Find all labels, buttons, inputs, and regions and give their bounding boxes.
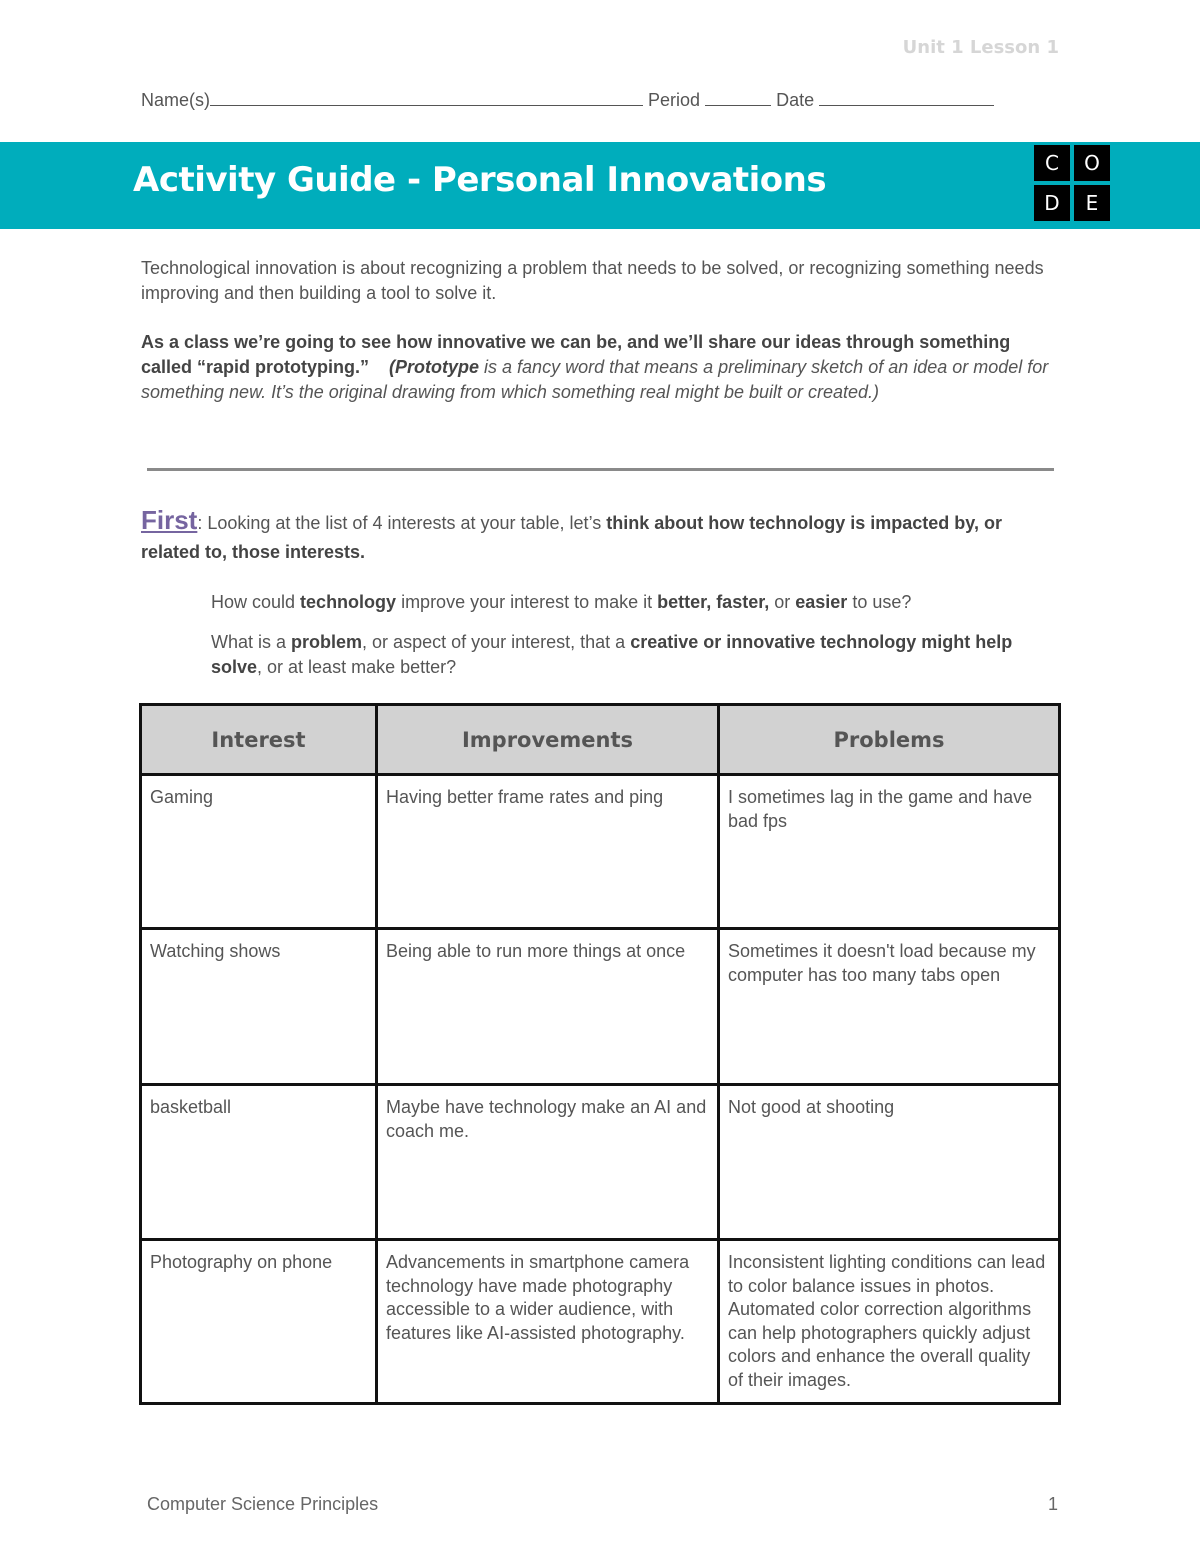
table-row <box>141 1085 1060 1240</box>
date-blank <box>819 90 994 106</box>
table-row <box>141 929 1060 1085</box>
names-label: Name(s) <box>141 90 211 110</box>
footer-course: Computer Science Principles <box>147 1494 379 1514</box>
intro-paragraph: Technological innovation is about recognizing a problem that needs to be solved, or recognizing something needs improving and then building a tool to solve it. <box>141 258 1044 303</box>
class-innovation-text: As a class we’re going to see how innovative we can be, and we’ll share our ideas through something called “rapid prototyping.” <box>141 332 1011 377</box>
logo-letter-c: C <box>1034 145 1070 181</box>
q2-bold: creative or innovative technology might help solve <box>211 632 1013 677</box>
header-interest: Interest <box>141 705 377 775</box>
period-label: Period <box>648 90 701 110</box>
date-label: Date <box>776 90 815 110</box>
improvements-cell[interactable]: Having better frame rates and ping <box>377 775 719 929</box>
names-blank <box>210 90 643 106</box>
q1-part: How could <box>211 592 301 612</box>
q1-part: or <box>769 592 796 612</box>
problems-cell[interactable]: Inconsistent lighting conditions can lead to color balance issues in photos. Automated color correction algorithms can help photographers quickly adjust colors and enhance the overall quality of their images. <box>719 1240 1060 1404</box>
problems-cell[interactable]: I sometimes lag in the game and have bad fps <box>719 775 1060 929</box>
question-problem <box>211 630 1061 680</box>
prototype-paragraph <box>141 330 1061 405</box>
q2-part: What is a <box>211 632 292 652</box>
first-label: First <box>141 505 198 535</box>
first-bold-text: think about how technology is impacted by, or related to, those interests. <box>141 513 1002 562</box>
interest-cell[interactable]: Photography on phone <box>141 1240 377 1404</box>
improvements-cell[interactable]: Being able to run more things at once <box>377 929 719 1085</box>
page-title: Activity Guide - Personal Innovations <box>133 160 827 200</box>
interest-cell[interactable]: Gaming <box>141 775 377 929</box>
improvements-cell[interactable]: Advancements in smartphone camera technology have made photography accessible to a wider audience, with features like AI-assisted photography. <box>377 1240 719 1404</box>
first-instruction <box>141 506 1061 567</box>
q1-bold: better, faster, <box>657 592 770 612</box>
header-problems: Problems <box>719 705 1060 775</box>
q2-part: , or aspect of your interest, that a <box>362 632 631 652</box>
problems-cell[interactable]: Sometimes it doesn't load because my computer has too many tabs open <box>719 929 1060 1085</box>
period-blank <box>705 90 771 106</box>
name-period-date-line <box>141 90 994 111</box>
q2-bold: problem <box>291 632 363 652</box>
q2-part: , or at least make better? <box>257 657 457 677</box>
question-improve <box>211 590 1061 614</box>
title-banner <box>0 142 1200 229</box>
code-logo <box>1034 145 1110 223</box>
table-row <box>141 775 1060 929</box>
q1-part: to use? <box>847 592 912 612</box>
logo-letter-e: E <box>1074 185 1110 221</box>
q1-part: improve your interest to make it <box>396 592 658 612</box>
prototype-definition: is a fancy word that means a preliminary sketch of an idea or model for something new. It’s the original drawing from which something real might be built or created.) <box>141 357 1049 402</box>
logo-letter-o: O <box>1074 145 1110 181</box>
prototype-word: (Prototype <box>389 357 480 377</box>
table-header-row <box>141 705 1060 775</box>
interest-cell[interactable]: basketball <box>141 1085 377 1240</box>
q1-bold: easier <box>795 592 848 612</box>
q1-bold: technology <box>300 592 397 612</box>
footer-page-number: 1 <box>1048 1494 1059 1514</box>
improvements-cell[interactable]: Maybe have technology make an AI and coach me. <box>377 1085 719 1240</box>
logo-letter-d: D <box>1034 185 1070 221</box>
header-improvements: Improvements <box>377 705 719 775</box>
first-text: : Looking at the list of 4 interests at your table, let’s <box>197 513 607 533</box>
interests-table <box>139 703 1061 1405</box>
section-divider <box>147 468 1054 471</box>
unit-lesson-label: Unit 1 Lesson 1 <box>902 37 1059 58</box>
problems-cell[interactable]: Not good at shooting <box>719 1085 1060 1240</box>
interest-cell[interactable]: Watching shows <box>141 929 377 1085</box>
table-row <box>141 1240 1060 1404</box>
